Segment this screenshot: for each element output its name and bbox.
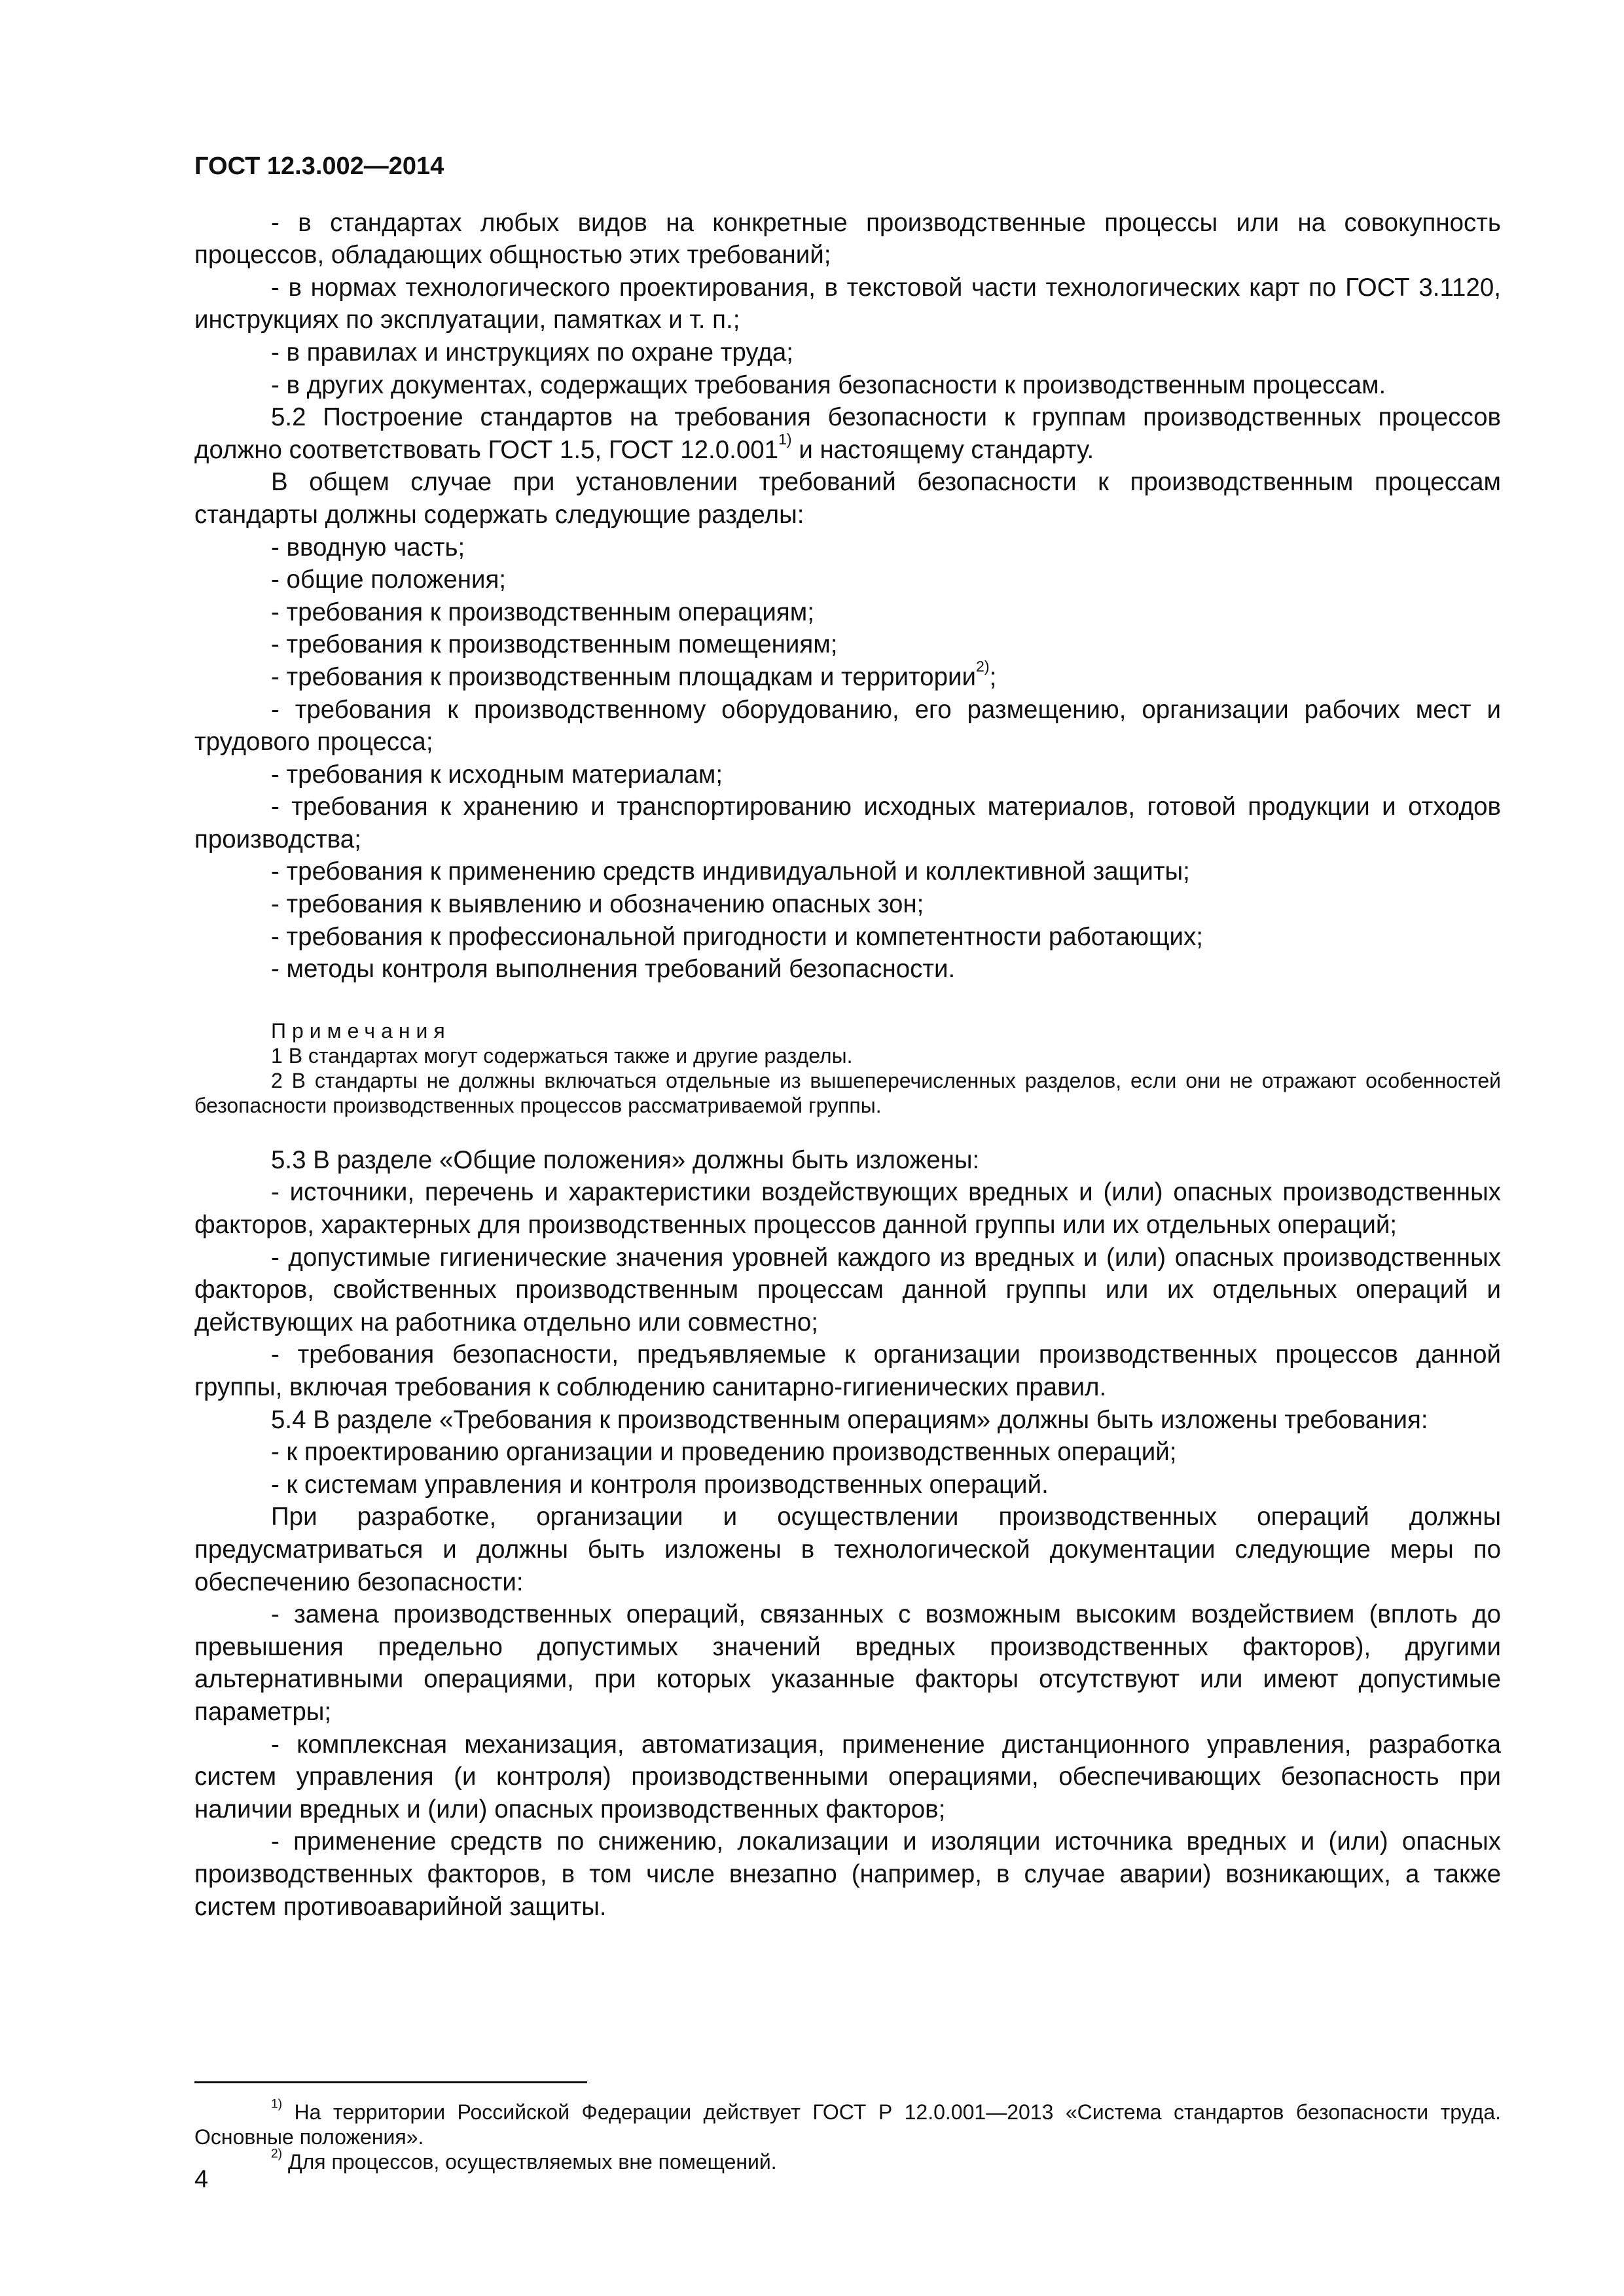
list-item: - требования к выявлению и обозначению опасных зон;	[271, 890, 924, 919]
document-page	[194, 152, 1501, 1923]
footnote-divider	[194, 2081, 587, 2083]
list-item-text: - требования к производственным площадкам и территории	[271, 662, 977, 691]
paragraph: - в стандартах любых видов на конкретные производственные процессы или на совокупность процессов, обладающих общностью этих требований;	[194, 208, 1501, 270]
note-item: 1 В стандартах могут содержаться также и другие разделы.	[271, 1043, 853, 1067]
paragraph: В общем случае при установлении требований безопасности к производственным процессам стандарты должны содержать следующие разделы:	[194, 468, 1501, 529]
list-item: - требования к производственным помещениям;	[271, 630, 838, 659]
list-item	[194, 658, 1501, 694]
paragraph-5-2	[194, 401, 1501, 466]
list-item-text-tail: ;	[989, 662, 997, 691]
paragraph: - в правилах и инструкциях по охране труда;	[271, 338, 793, 367]
paragraph-5-3: 5.3 В разделе «Общие положения» должны быть изложены:	[271, 1145, 980, 1174]
paragraph-text-tail: и настоящему стандарту.	[791, 435, 1094, 464]
footnote-text: Для процессов, осуществляемых вне помещений.	[282, 2150, 777, 2174]
list-item: - замена производственных операций, связанных с возможным высоким воздействием (вплоть до превышения предельно допустимых значений вредных производственных факторов), другими альтернативными операциями, при которых указанные факторы отсутствуют или имеют допустимые параметры;	[194, 1600, 1501, 1726]
footnote-ref-1: 1)	[778, 430, 792, 448]
footnote-mark: 1)	[271, 2097, 283, 2111]
page-number: 4	[194, 2166, 209, 2193]
list-item: - требования к применению средств индивидуальной и коллективной защиты;	[271, 857, 1190, 886]
list-item: - применение средств по снижению, локализации и изоляции источника вредных и (или) опасных производственных факторов, в том числе внезапно (например, в случае аварии) возникающих, а также систем противоаварийной защиты.	[194, 1827, 1501, 1921]
footnote-mark: 2)	[271, 2147, 283, 2161]
notes-title: Примечания	[271, 1018, 451, 1043]
list-item: - требования к хранению и транспортированию исходных материалов, готовой продукции и отходов производства;	[194, 793, 1501, 853]
paragraph-5-4: 5.4 В разделе «Требования к производственным операциям» должны быть изложены требования:	[271, 1405, 1428, 1434]
body-section-2	[194, 1144, 1501, 1923]
footnotes-block	[194, 2097, 1501, 2174]
footnote-1	[194, 2097, 1501, 2149]
notes-block	[194, 1018, 1501, 1118]
list-item: - допустимые гигиенические значения уровней каждого из вредных и (или) опасных производственных факторов, свойственных производственным процессам данной группы или их отдельных операций и действующих на работника отдельно или совместно;	[194, 1243, 1501, 1336]
list-item: - требования к профессиональной пригодности и компетентности работающих;	[271, 922, 1203, 951]
list-item: - комплексная механизация, автоматизация, применение дистанционного управления, разработка систем управления (и контроля) производственными операциями, обеспечивающих безопасность при наличии вредных и (или) опасных производственных факторов;	[194, 1730, 1501, 1823]
list-item: - вводную часть;	[271, 533, 465, 562]
footnote-text: На территории Российской Федерации действует ГОСТ Р 12.0.001—2013 «Система стандартов безопасности труда. Основные положения».	[194, 2100, 1501, 2149]
footnote-ref-2: 2)	[976, 658, 990, 675]
paragraph-text: 5.2 Построение стандартов на требования безопасности к группам производственных процессов должно соответствовать ГОСТ 1.5, ГОСТ 12.0.001	[194, 403, 1501, 464]
note-item: 2 В стандарты не должны включаться отдельные из вышеперечисленных разделов, если они не отражают особенностей безопасности производственных процессов рассматриваемой группы.	[194, 1068, 1501, 1117]
list-item: - общие положения;	[271, 565, 507, 594]
paragraph: - в нормах технологического проектирования, в текстовой части технологических карт по ГОСТ 3.1120, инструкциях по эксплуатации, памятках и т. п.;	[194, 273, 1501, 334]
body-section-1	[194, 207, 1501, 986]
list-item: - методы контроля выполнения требований безопасности.	[271, 955, 956, 984]
list-item: - к системам управления и контроля производственных операций.	[271, 1470, 1049, 1499]
paragraph: - в других документах, содержащих требования безопасности к производственным процессам.	[271, 370, 1386, 399]
paragraph: При разработке, организации и осуществлении производственных операций должны предусматриваться и должны быть изложены в технологической документации следующие меры по обеспечению безопасности:	[194, 1503, 1501, 1596]
list-item: - требования к производственному оборудованию, его размещению, организации рабочих мест и трудового процесса;	[194, 695, 1501, 757]
list-item: - требования к исходным материалам;	[271, 760, 723, 789]
list-item: - требования к производственным операциям;	[271, 598, 814, 626]
list-item: - к проектированию организации и проведению производственных операций;	[271, 1438, 1177, 1467]
list-item: - требования безопасности, предъявляемые к организации производственных процессов данной группы, включая требования к соблюдению санитарно-гигиенических правил.	[194, 1340, 1501, 1401]
document-header: ГОСТ 12.3.002—2014	[194, 152, 444, 180]
footnote-2	[194, 2149, 1501, 2174]
list-item: - источники, перечень и характеристики воздействующих вредных и (или) опасных производственных факторов, характерных для производственных процессов данной группы или их отдельных операций;	[194, 1178, 1501, 1240]
